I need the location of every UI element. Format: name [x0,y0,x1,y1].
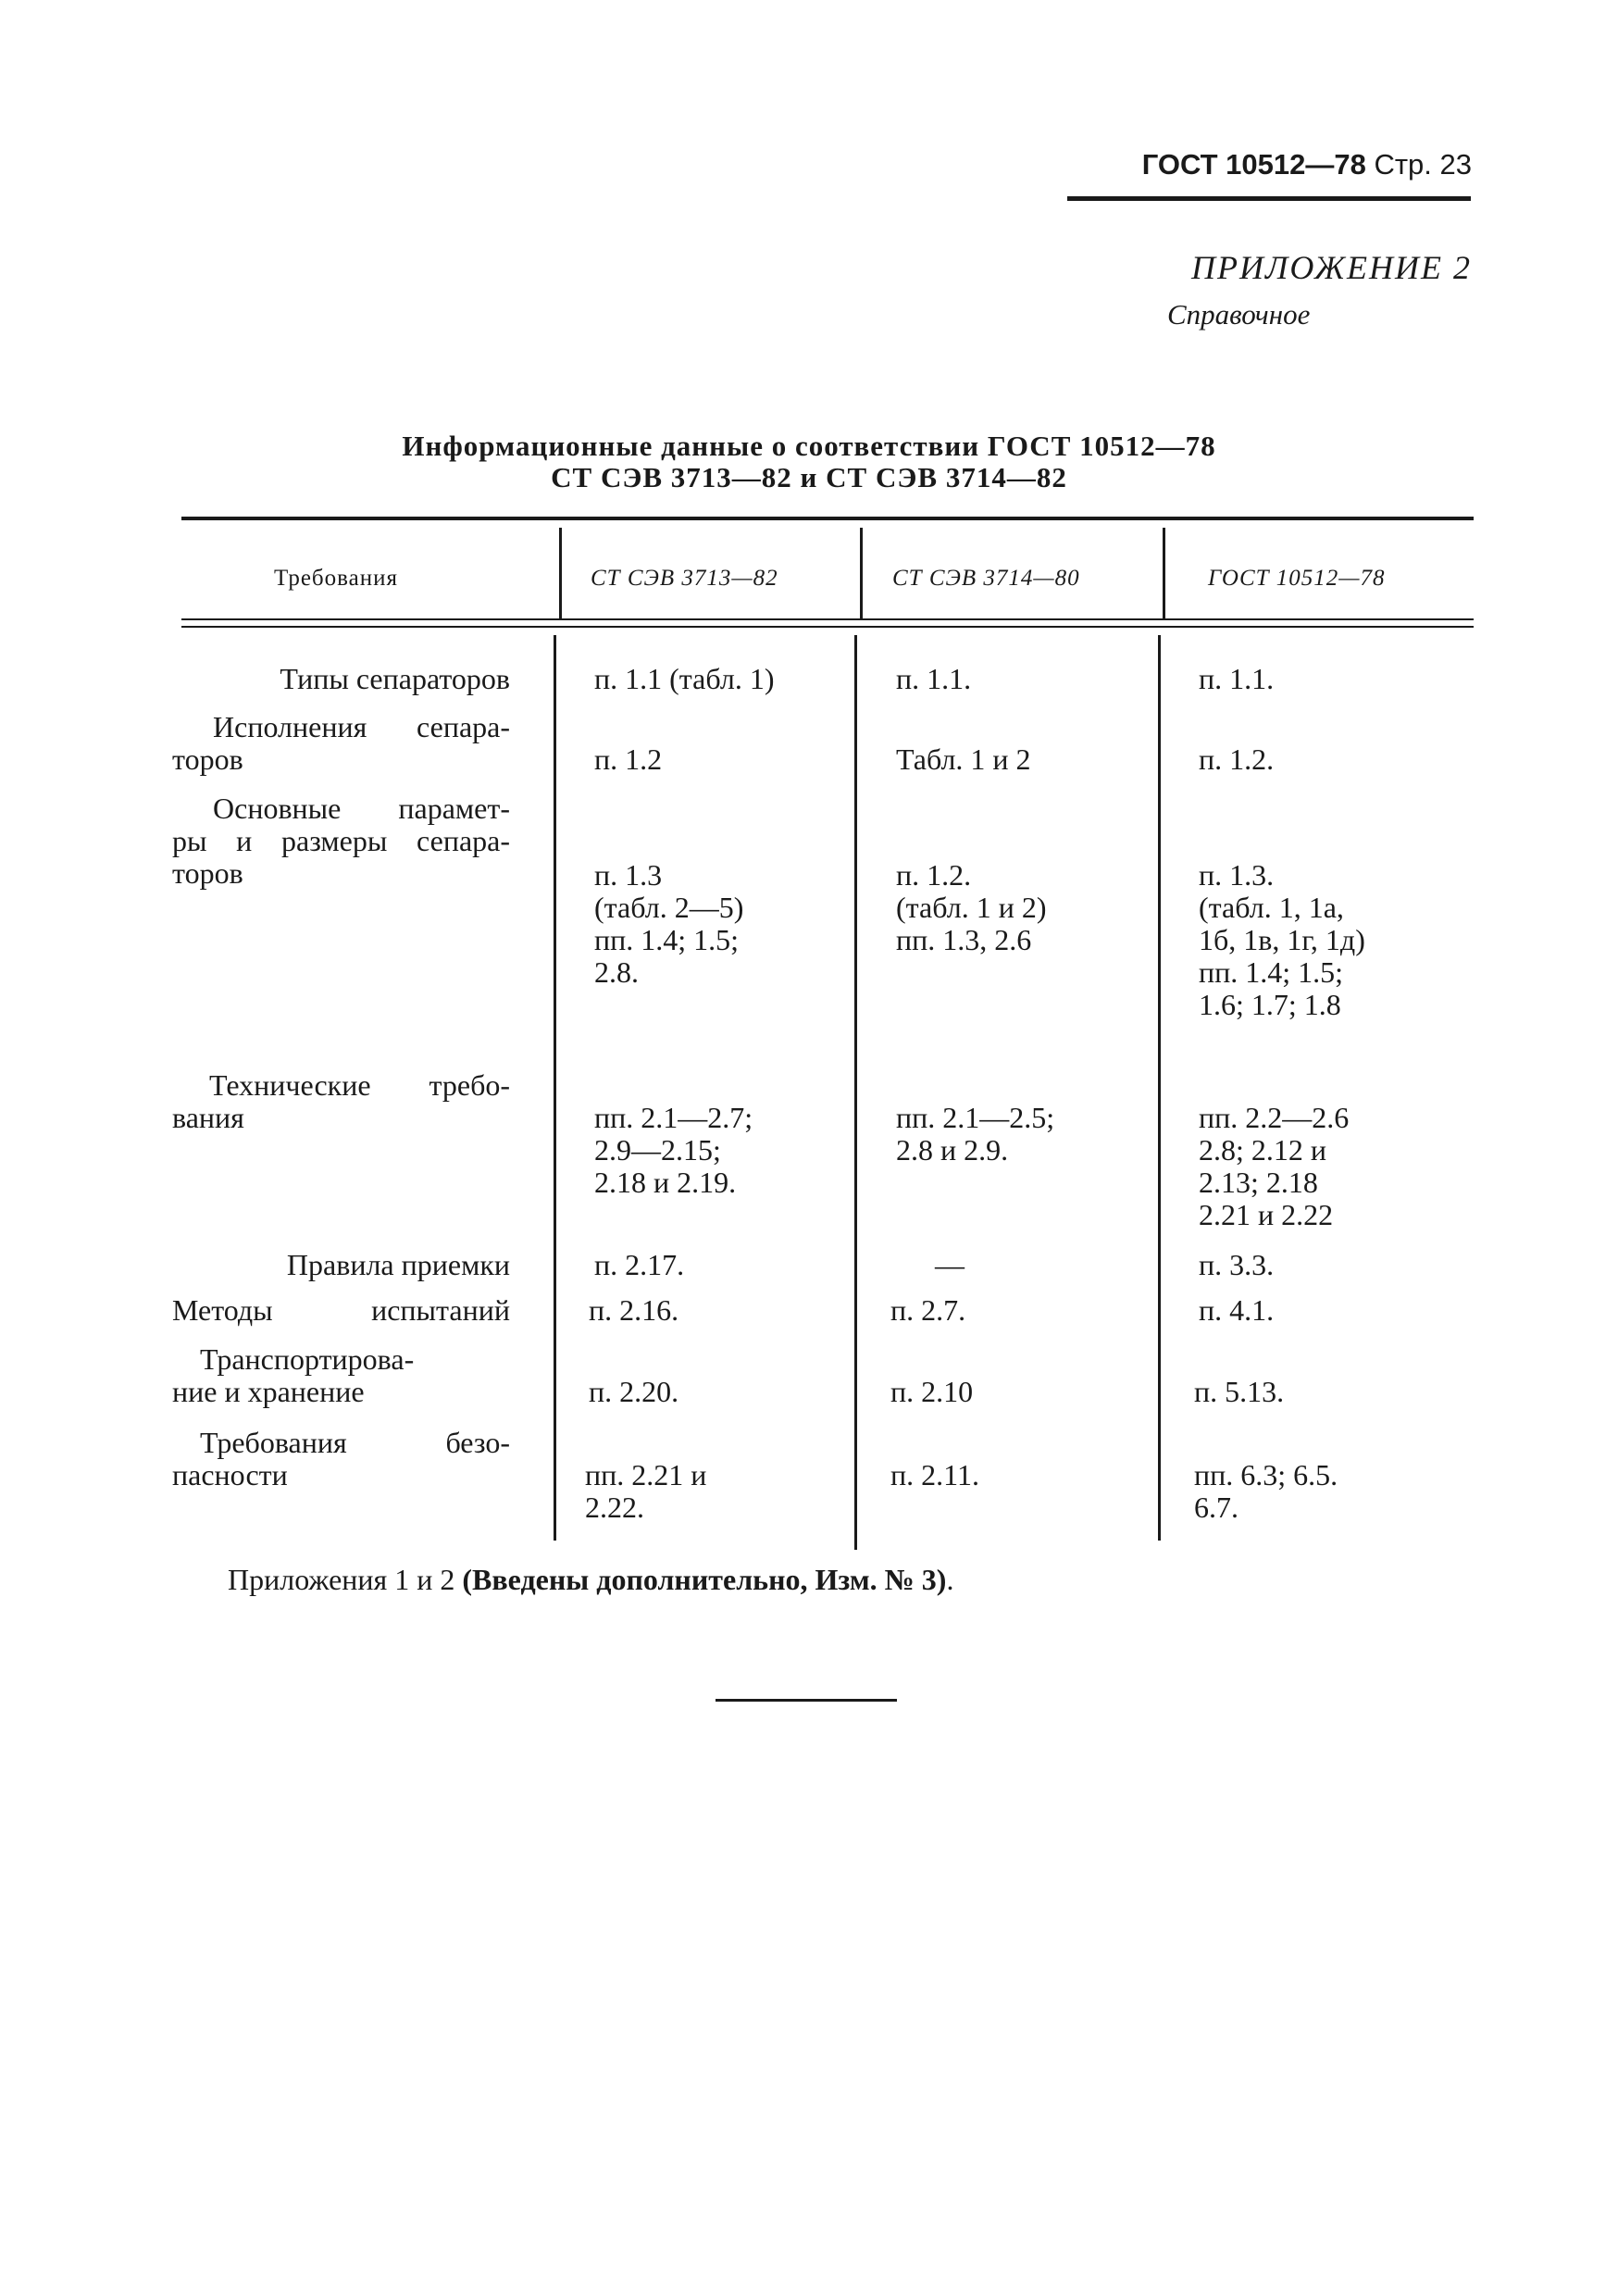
page-header [1142,148,1472,181]
column-header-st-sev-3714: СТ СЭВ 3714—80 [892,566,1080,591]
table-cell: п. 2.17. [594,1248,685,1281]
table-cell: п. 1.3 (табл. 2—5) пп. 1.4; 1.5; 2.8. [594,858,744,989]
amendment-note-bold: (Введены дополнительно, Изм. № 3) [462,1563,947,1596]
end-rule [716,1699,897,1702]
column-divider [854,635,857,1550]
table-cell: — [935,1248,965,1281]
column-header-requirements: Требования [274,566,398,591]
table-top-rule [181,517,1474,520]
column-header-st-sev-3713: СТ СЭВ 3713—82 [591,566,778,591]
appendix-type: Справочное [1167,298,1311,331]
table-cell: п. 1.1. [896,662,972,695]
table-cell: п. 2.7. [890,1293,966,1327]
table-cell: пп. 2.21 и 2.22. [585,1458,707,1524]
table-cell: п. 2.20. [589,1375,679,1408]
table-row-requirement: Методы испытаний [172,1293,510,1327]
table-row-requirement: Основные парамет- ры и размеры сепара- торов [172,792,510,890]
table-cell: пп. 6.3; 6.5. 6.7. [1194,1458,1338,1524]
page-number: Стр. 23 [1374,148,1472,181]
table-cell: пп. 2.2—2.6 2.8; 2.12 и 2.13; 2.18 2.21 и 2.22 [1199,1101,1350,1231]
table-row-requirement: Требования безо- пасности [172,1426,510,1491]
table-cell: п. 2.10 [890,1375,974,1408]
title-line-2: СТ СЭВ 3713—82 и СТ СЭВ 3714—82 [551,461,1067,493]
column-divider [860,528,863,620]
column-header-gost-10512: ГОСТ 10512—78 [1208,566,1386,591]
header-rule [1067,196,1471,201]
table-row-requirement: Типы сепараторов [280,662,510,695]
column-divider [559,528,562,620]
table-header-rule-double [181,626,1474,628]
table-cell: п. 2.11. [890,1458,979,1491]
document-title [0,430,1618,493]
table-row-requirement: Транспортирова- ние и хранение [172,1342,415,1408]
table-cell: пп. 2.1—2.7; 2.9—2.15; 2.18 и 2.19. [594,1101,753,1199]
table-cell: п. 3.3. [1199,1248,1275,1281]
table-cell: п. 5.13. [1194,1375,1285,1408]
document-code: ГОСТ 10512—78 [1141,148,1366,181]
table-cell: пп. 2.1—2.5; 2.8 и 2.9. [896,1101,1055,1167]
table-cell: п. 1.3. (табл. 1, 1а, 1б, 1в, 1г, 1д) пп. 1.4; 1.5; 1.6; 1.7; 1.8 [1199,858,1365,1021]
table-cell: п. 2.16. [589,1293,679,1327]
table-cell: п. 1.2. [1199,742,1275,776]
table-cell: п. 1.2. (табл. 1 и 2) пп. 1.3, 2.6 [896,858,1047,956]
title-line-1: Информационные данные о соответствии ГОСТ 10512—78 [402,430,1216,462]
amendment-note: Приложения 1 и 2 (Введены дополнительно, Изм. № 3). [228,1563,954,1596]
appendix-label: ПРИЛОЖЕНИЕ 2 [1191,249,1472,286]
table-row-requirement: Исполнения сепара- торов [172,710,510,776]
table-header-rule [181,618,1474,620]
table-cell: п. 1.2 [594,742,663,776]
table-cell: Табл. 1 и 2 [896,742,1031,776]
column-divider [554,635,556,1541]
table-cell: п. 1.1. [1199,662,1275,695]
table-row-requirement: Правила приемки [286,1248,510,1281]
column-divider [1158,635,1161,1541]
table-cell: п. 1.1 (табл. 1) [594,662,775,695]
column-divider [1163,528,1165,620]
table-cell: п. 4.1. [1199,1293,1275,1327]
table-row-requirement: Технические требо- вания [172,1068,510,1134]
